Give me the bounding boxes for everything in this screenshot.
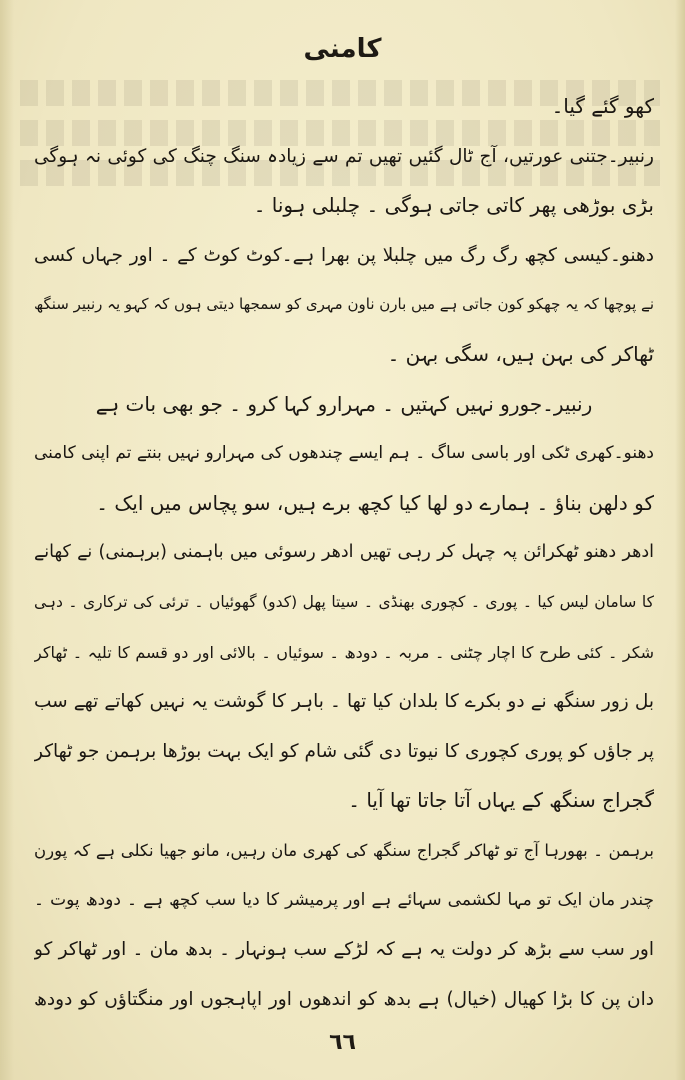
page-shadow-right bbox=[675, 0, 685, 1080]
text-line: شکر ۔ کئی طرح کا اچار چٹنی ۔ مربہ ۔ دودھ ۔ سوئیاں ۔ بالائی اور دو قسم کا تلیہ ۔ ٹھاکر bbox=[34, 642, 654, 662]
text-line: ادھر دھنو ٹھکرائن پہ چہل کر رہی تھیں ادھر رسوئی میں باہمنی (برہمنی) نے کھانے bbox=[34, 542, 654, 563]
text-line: دان پن کا بڑا کھیال (خیال) ہے بدھ کو اندھوں اور اپاہجوں اور منگتاؤں کو دودھ bbox=[34, 988, 654, 1010]
text-line: دھنو۔کھری ٹکی اور باسی ساگ ۔ ہم ایسے چندھوں کی مہرارو نہیں بنتے تم اپنی کامنی bbox=[34, 443, 654, 464]
text-line: بڑی بوڑھی پھر کاتی جاتی ہوگی ۔ چلبلی ہونا ۔ bbox=[253, 193, 654, 218]
text-line: پر جاؤں کو پوری کچوری کا نیوتا دی گئی شام کو ایک بہت بوڑھا برہمن جو ٹھاکر bbox=[34, 740, 654, 762]
text-line: بل زور سنگھ نے دو بکرے کا بلدان کیا تھا ۔ باہر کا گوشت یہ نہیں کھاتے تھے سب bbox=[34, 691, 654, 713]
text-line: رنبیر۔جتنی عورتیں، آج ٹال گئیں تھیں تم سے زیادہ سنگ چنگ کی کوئی نہ ہوگی bbox=[34, 145, 654, 167]
running-header: کامنی bbox=[303, 34, 382, 64]
text-line: کو دلھن بناؤ ۔ ہمارے دو لھا کیا کچھ برے ہیں، سو پچاس میں ایک ۔ bbox=[96, 490, 654, 515]
text-line: چندر مان ایک تو مہا لکشمی سہائے ہے اور پرمیشر کا دیا سب کچھ ہے ۔ دودھ پوت ۔ bbox=[34, 889, 654, 910]
text-line: ٹھاکر کی بہن ہیں، سگی بہن ۔ bbox=[387, 341, 654, 366]
text-line: برہمن ۔ بھورہا آج تو ٹھاکر گجراج سنگھ کی کھری مان رہیں، مانو جھیا نکلی ہے کہ پورن bbox=[34, 840, 654, 860]
text-line: کا سامان لیس کیا ۔ پوری ۔ کچوری بھنڈی ۔ سیتا پھل (کدو) گھوئیاں ۔ ترئی کی ترکاری ۔ دہی bbox=[34, 592, 654, 611]
text-line: کھو گئے گیا۔ bbox=[551, 94, 654, 118]
page-number: ٦٦ bbox=[329, 1030, 356, 1055]
text-line: گجراج سنگھ کے یہاں آتا جاتا تھا آیا ۔ bbox=[348, 788, 654, 813]
text-line: اور سب سے بڑھ کر دولت یہ ہے کہ لڑکے سب ہونہار ۔ بدھ مان ۔ اور ٹھاکر کو bbox=[34, 939, 654, 961]
body-text bbox=[34, 82, 654, 1024]
text-line: رنبیر۔جورو نہیں کہتیں ۔ مہرارو کہا کرو ۔ جو بھی بات ہے bbox=[95, 391, 593, 416]
text-line: نے پوچھا کہ یہ چھکو کون جاتی ہے میں بارن ناون مہری کو سمجھا دیتی ہوں کہ کہو یہ رنبیر سنگھ bbox=[34, 295, 654, 314]
page-shadow-left bbox=[0, 0, 14, 1080]
text-line: دھنو۔کیسی کچھ رگ رگ میں چلبلا پن بھرا ہے۔کوٹ کوٹ کے ۔ اور جہاں کسی bbox=[34, 244, 654, 266]
